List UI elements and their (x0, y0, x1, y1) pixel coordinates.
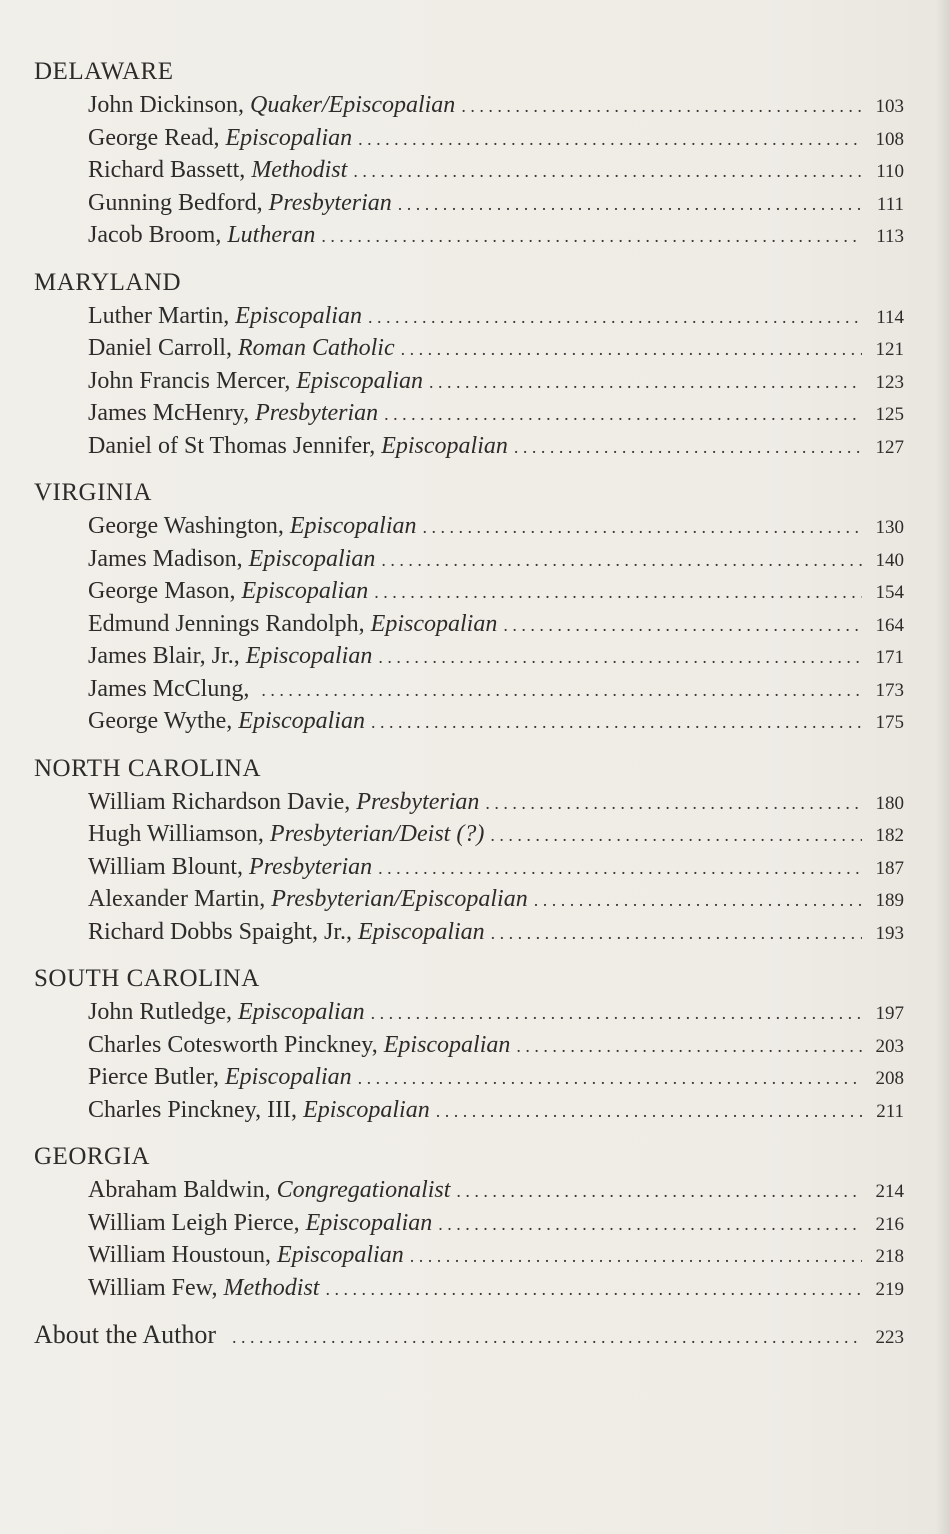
entry-page-number: 216 (875, 1213, 904, 1235)
dot-leader (398, 189, 862, 220)
toc-entry (88, 220, 904, 253)
entry-denomination: Presbyterian (255, 400, 379, 426)
entry-name: George Read, (88, 124, 220, 151)
entry-denomination: Presbyterian (356, 788, 480, 815)
entry-name: George Wythe, (88, 708, 233, 734)
toc-entry (88, 1095, 904, 1128)
dot-leader (358, 124, 862, 155)
toc-entry (88, 609, 904, 642)
toc-entry (88, 1208, 904, 1241)
toc-entry (88, 1175, 904, 1208)
entry-page-number: 175 (875, 712, 904, 733)
entry-name: Richard Bassett, (88, 157, 246, 183)
entry-name: Charles Cotesworth Pinckney, (88, 1031, 378, 1058)
entry-page-number: 218 (875, 1246, 904, 1267)
dot-leader (429, 367, 862, 398)
dot-leader (490, 820, 862, 851)
entry-page-number: 110 (876, 161, 904, 182)
entry-name: Pierce Butler, (88, 1064, 219, 1090)
toc-entry (88, 301, 904, 334)
dot-leader (534, 885, 862, 916)
entry-name: Edmund Jennings Randolph, (88, 610, 365, 637)
dot-leader (353, 156, 862, 187)
entry-page-number: 182 (875, 825, 904, 846)
entry-name: Richard Dobbs Spaight, Jr., (88, 918, 352, 945)
dot-leader (261, 675, 862, 706)
entry-denomination: Episcopalian (225, 124, 353, 151)
dot-leader (378, 853, 862, 884)
dot-leader (232, 1321, 862, 1353)
dot-leader (368, 302, 862, 333)
toc-entry (88, 674, 904, 707)
dot-leader (485, 788, 862, 819)
entry-denomination: Episcopalian (383, 1031, 511, 1058)
entry-page-number: 164 (875, 614, 904, 636)
toc-entry (88, 366, 904, 399)
entry-denomination: Episcopalian (238, 708, 365, 734)
entry-page-number: 197 (875, 1003, 904, 1024)
dot-leader (503, 610, 862, 641)
entry-denomination: Episcopalian (245, 643, 373, 669)
state-heading: MARYLAND (34, 268, 182, 296)
dot-leader (378, 642, 862, 673)
toc-entry (88, 819, 904, 852)
entry-name: William Few, (88, 1274, 218, 1301)
entry-denomination: Episcopalian (241, 578, 369, 604)
entry-name: John Francis Mercer, (88, 367, 291, 394)
entry-denomination: Episcopalian (358, 918, 485, 945)
entry-denomination: Episcopalian (305, 1209, 433, 1236)
entry-name: John Dickinson, (88, 92, 244, 118)
entry-page-number: 103 (875, 96, 904, 117)
dot-leader (514, 432, 862, 463)
entry-page-number: 211 (876, 1100, 904, 1122)
entry-denomination: Congregationalist (276, 1177, 451, 1203)
toc-entry (88, 787, 904, 820)
dot-leader (325, 1274, 862, 1305)
entry-denomination: Episcopalian (381, 432, 508, 459)
state-heading: NORTH CAROLINA (34, 754, 262, 782)
entry-name: Daniel Carroll, (88, 335, 232, 361)
entry-denomination: Roman Catholic (237, 335, 395, 361)
table-of-contents (34, 56, 904, 1354)
dot-leader (410, 1241, 862, 1272)
dot-leader (422, 512, 862, 543)
entry-name: Jacob Broom, (88, 222, 222, 248)
dot-leader (384, 399, 862, 430)
dot-leader (371, 707, 862, 738)
state-section (34, 267, 904, 464)
entry-denomination: Methodist (251, 157, 348, 183)
entry-name: James Blair, Jr., (88, 643, 240, 669)
entry-denomination: Lutheran (227, 222, 316, 248)
toc-entry (88, 155, 904, 188)
entry-page-number: 121 (875, 339, 904, 360)
entry-denomination: Presbyterian (249, 853, 373, 880)
entry-denomination: Episcopalian (370, 610, 498, 637)
dot-leader (358, 1063, 862, 1094)
entry-page-number: 203 (875, 1035, 904, 1057)
entry-page-number: 140 (875, 549, 904, 571)
state-heading: DELAWARE (34, 58, 174, 85)
entry-denomination: Episcopalian (296, 367, 423, 394)
toc-entry (88, 544, 904, 577)
toc-entry (88, 1030, 904, 1063)
entry-page-number: 219 (875, 1278, 904, 1300)
state-heading: VIRGINIA (34, 479, 152, 506)
entry-denomination: Episcopalian (238, 999, 365, 1025)
entry-page-number: 189 (875, 890, 904, 911)
toc-entry (88, 1240, 904, 1273)
entry-denomination: Episcopalian (225, 1064, 352, 1090)
about-label: About the Author (34, 1320, 216, 1349)
entry-name: Gunning Bedford, (88, 189, 263, 216)
entry-name: James McClung, (88, 675, 250, 702)
toc-entry (88, 1273, 904, 1306)
entry-name: James Madison, (88, 545, 243, 572)
entry-name: Abraham Baldwin, (88, 1177, 271, 1203)
entry-denomination: Episcopalian (289, 513, 417, 539)
entry-denomination: Presbyterian/Deist (?) (269, 821, 485, 847)
toc-entry (88, 917, 904, 950)
entry-denomination: Episcopalian (248, 545, 376, 572)
entry-name: Charles Pinckney, III, (88, 1096, 298, 1123)
entry-denomination: Presbyterian/Episcopalian (271, 886, 528, 912)
dot-leader (371, 998, 862, 1029)
entry-page-number: 193 (875, 922, 904, 944)
entry-name: Hugh Williamson, (88, 821, 264, 847)
entry-page-number: 113 (876, 226, 904, 247)
entry-page-number: 154 (875, 582, 904, 603)
toc-entry (88, 884, 904, 917)
entry-page-number: 173 (875, 679, 904, 701)
entry-denomination: Presbyterian (268, 189, 392, 216)
dot-leader (461, 91, 862, 122)
entry-page-number: 108 (875, 128, 904, 150)
entry-name: William Blount, (88, 853, 244, 880)
dot-leader (381, 545, 862, 576)
entry-page-number: 214 (875, 1181, 904, 1202)
entry-name: John Rutledge, (88, 999, 232, 1025)
toc-entry (88, 431, 904, 464)
entry-page-number: 125 (875, 404, 904, 425)
state-section (34, 1141, 904, 1305)
entry-page-number: 114 (876, 306, 904, 328)
entry-page-number: 130 (875, 517, 904, 538)
state-section (34, 753, 904, 950)
state-heading: GEORGIA (34, 1143, 150, 1170)
state-section (34, 477, 904, 739)
toc-entry (88, 576, 904, 609)
dot-leader (374, 577, 862, 608)
dot-leader (321, 221, 862, 252)
entry-page-number: 111 (876, 193, 904, 215)
toc-entry (88, 398, 904, 431)
entry-page-number: 127 (875, 436, 904, 458)
about-page-number: 223 (875, 1327, 904, 1348)
toc-entry (88, 123, 904, 156)
toc-entry (88, 90, 904, 123)
entry-page-number: 180 (875, 792, 904, 814)
entry-page-number: 123 (875, 371, 904, 393)
entry-name: Luther Martin, (88, 302, 230, 329)
toc-entry (88, 188, 904, 221)
entry-name: Daniel of St Thomas Jennifer, (88, 432, 376, 459)
state-section (34, 963, 904, 1127)
toc-entry (88, 706, 904, 739)
dot-leader (491, 918, 862, 949)
entry-name: George Mason, (88, 578, 236, 604)
dot-leader (456, 1176, 862, 1207)
dot-leader (436, 1096, 862, 1127)
entry-page-number: 171 (875, 647, 904, 668)
toc-entry (88, 1062, 904, 1095)
toc-entry (88, 997, 904, 1030)
entry-denomination: Methodist (223, 1274, 320, 1301)
entry-page-number: 187 (875, 857, 904, 879)
entry-denomination: Episcopalian (235, 302, 362, 329)
state-section (34, 56, 904, 253)
entry-denomination: Episcopalian (303, 1096, 430, 1123)
toc-entry (88, 641, 904, 674)
toc-entry (88, 852, 904, 885)
dot-leader (438, 1209, 862, 1240)
entry-name: William Richardson Davie, (88, 788, 351, 815)
entry-page-number: 208 (875, 1068, 904, 1089)
about-the-author-entry (34, 1319, 904, 1354)
entry-name: William Houstoun, (88, 1242, 272, 1268)
entry-name: William Leigh Pierce, (88, 1209, 300, 1236)
state-heading: SOUTH CAROLINA (34, 965, 260, 992)
dot-leader (401, 334, 862, 365)
entry-name: Alexander Martin, (88, 886, 266, 912)
entry-denomination: Quaker/Episcopalian (250, 92, 456, 118)
entry-denomination: Episcopalian (277, 1242, 404, 1268)
dot-leader (516, 1031, 862, 1062)
entry-name: James McHenry, (88, 400, 250, 426)
entry-name: George Washington, (88, 513, 284, 539)
toc-entry (88, 333, 904, 366)
toc-entry (88, 511, 904, 544)
